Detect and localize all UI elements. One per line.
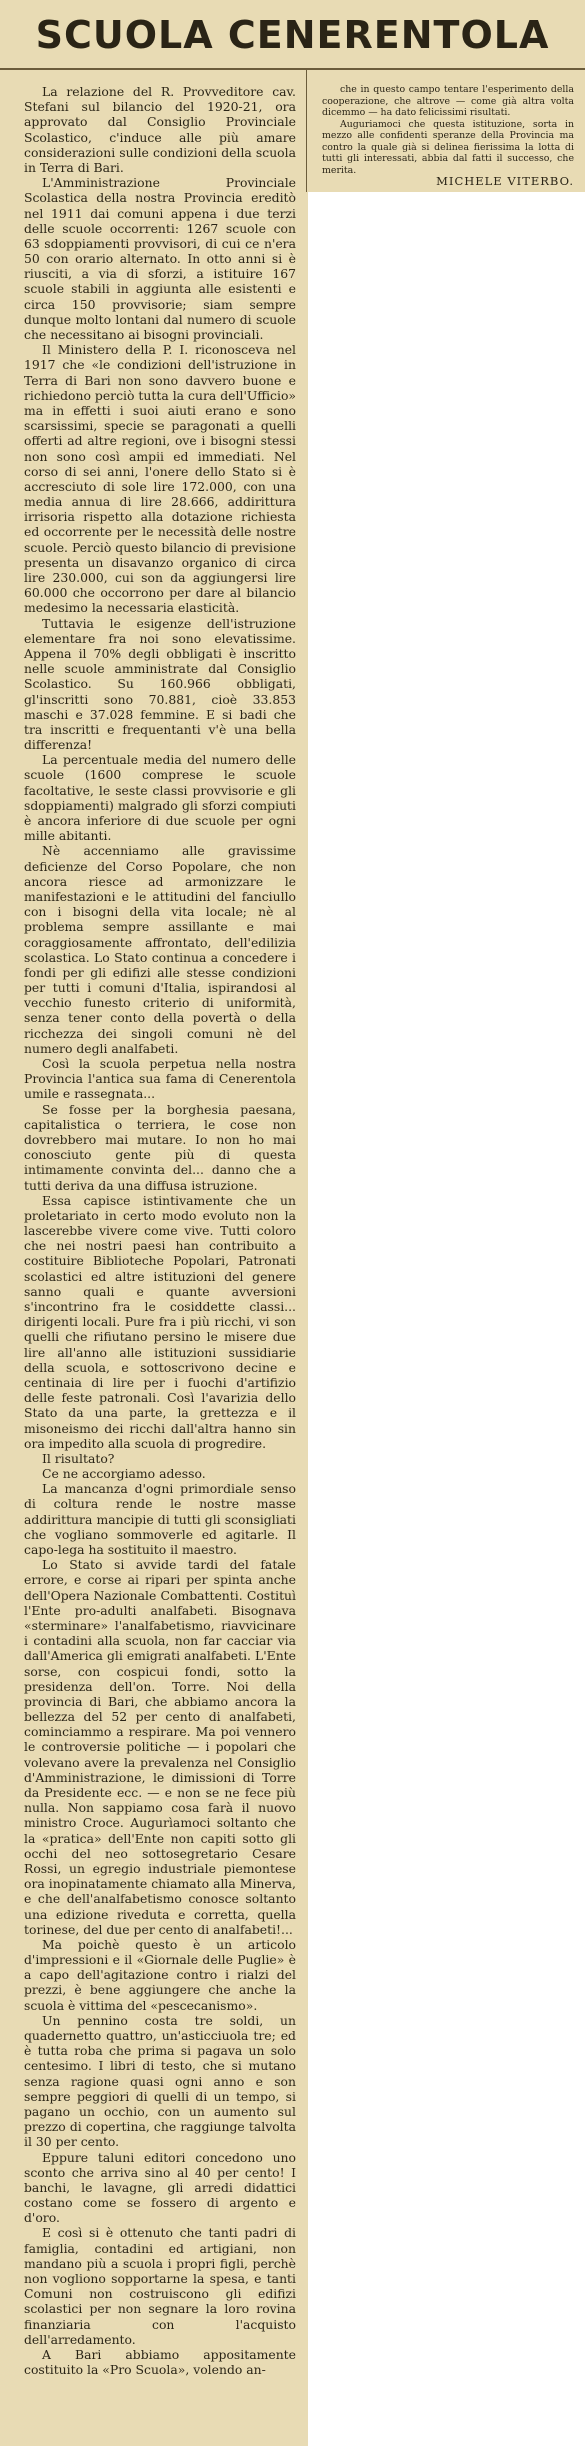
author-signature: MICHELE VITERBO. [436, 174, 574, 189]
paragraph: Nè accenniamo alle gravissime deficienze del Corso Popolare, che non ancora riesce ad armonizzare le manifestazioni e le attitudini del fanciullo con i bisogni della vita locale; nè al problema sempre assillante e mai coraggiosamente affrontato, dell'edilizia scolastica. Lo Stato continua a concedere i fondi per gli edifizi alle stesse condizioni per tutti i comuni d'Italia, ispirandosi al vecchio funesto criterio di uniformità, senza tener conto della povertà o della ricchezza dei singoli comuni nè del numero degli analfabeti. [24, 843, 296, 1056]
paragraph: La mancanza d'ogni primordiale senso di coltura rende le nostre masse addirittura mancipie di tutti gli sconsigliati che vogliano sommoverle ed agitarle. Il capo-lega ha sostituito il maestro. [24, 1481, 296, 1557]
paragraph: E così si è ottenuto che tanti padri di famiglia, contadini ed artigiani, non mandano più a scuola i propri figli, perchè non vogliono sopportarne la spesa, e tanti Comuni non costruiscono gli edifizi scolastici per non segnare la loro rovina finanziaria con l'acquisto dell'arredamento. [24, 2225, 296, 2347]
column-divider [306, 70, 307, 192]
paragraph: che in questo campo tentare l'esperimento della cooperazione, che altrove — come già altra volta dicemmo — ha dato felicissimi risultati. [322, 84, 574, 119]
paragraph: Ce ne accorgiamo adesso. [42, 1466, 206, 1482]
paragraph: Così la scuola perpetua nella nostra Provincia l'antica sua fama di Cenerentola umile e rassegnata... [24, 1056, 296, 1102]
paragraph: Ma poichè questo è un articolo d'impressioni e il «Giornale delle Puglie» è a capo dell'agitazione contro i rialzi del prezzi, è bene aggiungere che anche la scuola è vittima del «pescecanismo». [24, 1936, 296, 2013]
left-column-text [24, 84, 296, 2377]
paragraph: Lo Stato si avvide tardi del fatale errore, e corse ai ripari per spinta anche dell'Opera Nazionale Combattenti. Costituì l'Ente pro-adulti analfabeti. Bisognava «sterminare» l'analfabetismo, riavvicinare i contadini alla scuola, non far cacciar via dall'America gli emigrati analfabeti. L'Ente sorse, con cospicui fondi, sotto la presidenza dell'on. Torre. Noi della provincia di Bari, che abbiamo ancora la bellezza del 52 per cento di analfabeti, cominciammo a respirare. Ma poi vennero le controversie politiche — i popolari che volevano avere la prevalenza nel Consiglio d'Amministrazione, le dimissioni di Torre da Presidente ecc. — e non se ne fece più nulla. Non sappiamo cosa farà il nuovo ministro Croce. Augurìamoci soltanto che la «pratica» dell'Ente non capiti sotto gli occhi del neo sottosegretario Cesare Rossi, un egregio industriale piemontese ora inopinatamente chiamato alla Minerva, e che dell'analfabetismo conosce soltanto una edizione riveduta e corretta, quella torinese, del due per cento di analfabeti!... [24, 1557, 296, 1937]
paragraph: L'Amministrazione Provinciale Scolastica della nostra Provincia ereditò nel 1911 dai comuni appena i due terzi delle scuole occorrenti: 1267 scuole con 63 sdoppiamenti provvisori, di cui ce n'era 50 con orario alternato. In otto anni si è riusciti, a via di sforzi, a istituire 167 scuole stabili in aggiunta alle esistenti e circa 150 provvisorie; siam sempre dunque molto lontani dal numero di scuole che necessitano ai bisogni provinciali. [24, 175, 296, 342]
paragraph: Un pennino costa tre soldi, un quadernetto quattro, un'asticciuola tre; ed è tutta roba che prima si pagava un solo centesimo. I libri di testo, che si mutano senza ragione quasi ogni anno e son sempre peggiori di quelli di un tempo, si pagano un occhio, con un aumento sul prezzo di copertina, che raggiunge talvolta il 30 per cento. [24, 2012, 296, 2150]
paragraph: Il risultato? [42, 1450, 115, 1466]
paragraph: La relazione del R. Provveditore cav. Stefani sul bilancio del 1920-21, ora approvato dal Consiglio Provinciale Scolastico, c'induce alle più amare considerazioni sulle condizioni della scuola in Terra di Bari. [24, 84, 296, 175]
paragraph: La percentuale media del numero delle scuole (1600 comprese le scuole facoltative, le seste classi provvisorie e gli sdoppiamenti) malgrado gli sforzi compiuti è ancora inferiore di due scuole per ogni mille abitanti. [24, 752, 296, 844]
paragraph: Se fosse per la borghesia paesana, capitalistica o terriera, le cose non dovrebbero mai mutare. Io non ho mai conosciuto gente più di questa intimamente convinta del... danno che a tutti deriva da una diffusa istruzione. [24, 1101, 296, 1193]
paragraph: Essa capisce istintivamente che un proletariato in certo modo evoluto non la lascerebbe vivere come vive. Tutti coloro che nei nostri paesi han contribuito a costituire Biblioteche Popolari, Patronati scolastici ed altre istituzioni del genere sanno quali e quante avversioni s'incontrino fra le cosiddette classi... dirigenti locali. Pure fra i più ricchi, vi son quelli che rifiutano persino le misere due lire all'anno alle istituzioni sussidiarie della scuola, e sottoscrivono decine e centinaia di lire per i fuochi d'artifizio delle feste patronali. Così l'avarizia dello Stato da una parte, la grettezza e il misoneismo dei ricchi dall'altra hanno sin ora impedito alla scuola di progredire. [24, 1192, 296, 1451]
right-column-text [322, 84, 574, 188]
paragraph: Eppure taluni editori concedono uno sconto che arriva sino al 40 per cento! I banchi, le lavagne, gli arredi didattici costano come se fossero di argento e d'oro. [24, 2149, 296, 2226]
paragraph: A Bari abbiamo appositamente costituito la «Pro Scuola», volendo an- [24, 2346, 296, 2378]
paragraph: Auguriamoci che questa istituzione, sorta in mezzo alle confidenti speranze della Provincia ma contro la quale già si delinea fierissima la lotta di tutti gli interessati, abbia dal fatti il successo, che merita. [322, 118, 574, 176]
headline: SCUOLA CENERENTOLA [0, 0, 585, 70]
paragraph: Il Ministero della P. I. riconosceva nel 1917 che «le condizioni dell'istruzione in Terra di Bari non sono davvero buone e richiedono perciò tutta la cura dell'Ufficio» ma in effetti i suoi aiuti erano e sono scarsissimi, specie se paragonati a quelli offerti ad altre regioni, ove i bisogni stessi non sono così ampii ed immediati. Nel corso di sei anni, l'onere dello Stato si è accresciuto di sole lire 172.000, con una media annua di lire 28.666, addirittura irrisoria rispetto alla dotazione richiesta ed occorrente per le necessità delle nostre scuole. Perciò questo bilancio di previsione presenta un disavanzo organico di circa lire 230.000, cui son da aggiungersi lire 60.000 che occorrono per dare al bilancio medesimo la necessaria elasticità. [24, 342, 296, 616]
paragraph: Tuttavia le esigenze dell'istruzione elementare fra noi sono elevatissime. Appena il 70% degli obbligati è inscritto nelle scuole amministrate dal Consiglio Scolastico. Su 160.966 obbligati, gl'inscritti sono 70.881, cioè 33.853 maschi e 37.028 femmine. E si badi che tra inscritti e frequentanti v'è una bella differenza! [24, 615, 296, 753]
